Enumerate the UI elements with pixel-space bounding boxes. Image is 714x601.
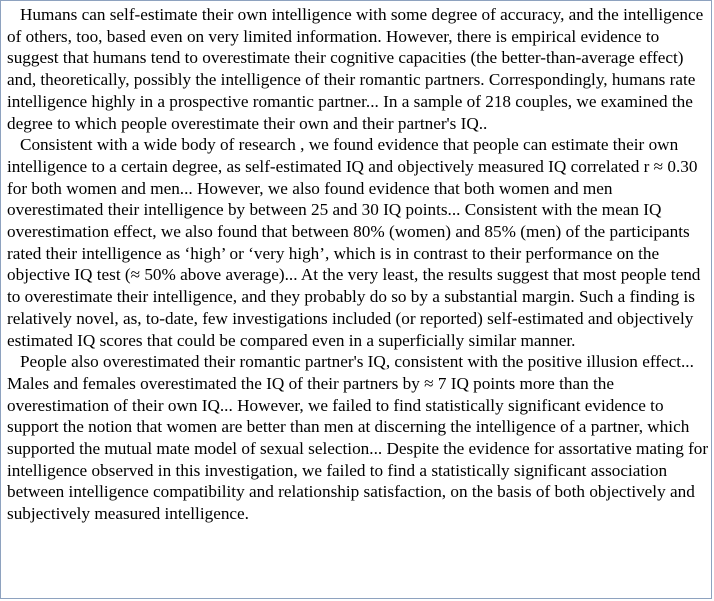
paragraph-3: People also overestimated their romantic partner's IQ, consistent with the positive illusion effect... Males and females overestimated the IQ of their partners by ≈ 7 IQ points more than the overestimation of their own IQ... However, we failed to find statistically significant evidence to support the notion that women are better than men at discerning the intelligence of a partner, which supported the mutual mate model of sexual selection... Despite the evidence for assortative mating for intelligence observed in this investigation, we failed to find a statistically significant association between intelligence compatibility and relationship satisfaction, on the basis of both objectively and subjectively measured intelligence. xyxy=(7,352,709,524)
text-body xyxy=(7,4,710,525)
paragraph-2: Consistent with a wide body of research , we found evidence that people can estimate their own intelligence to a certain degree, as self-estimated IQ and objectively measured IQ correlated r ≈ 0.30 for both women and men... However, we also found evidence that both women and men overestimated their intelligence by between 25 and 30 IQ points... Consistent with the mean IQ overestimation effect, we also found that between 80% (women) and 85% (men) of the participants rated their intelligence as ‘high’ or ‘very high’, which is in contrast to their performance on the objective IQ test (≈ 50% above average)... At the very least, the results suggest that most people tend to overestimate their intelligence, and they probably do so by a substantial margin. Such a finding is relatively novel, as, to-date, few investigations included (or reported) self-estimated and objectively estimated IQ scores that could be compared even in a superficially similar manner. xyxy=(7,135,701,350)
paragraph-1: Humans can self-estimate their own intelligence with some degree of accuracy, and the intelligence of others, too, based even on very limited information. However, there is empirical evidence to suggest that humans tend to overestimate their cognitive capacities (the better-than-average effect) and, theoretically, possibly the intelligence of their romantic partners. Correspondingly, humans rate intelligence highly in a prospective romantic partner... In a sample of 218 couples, we examined the degree to which people overestimate their own and their partner's IQ.. xyxy=(7,5,704,133)
